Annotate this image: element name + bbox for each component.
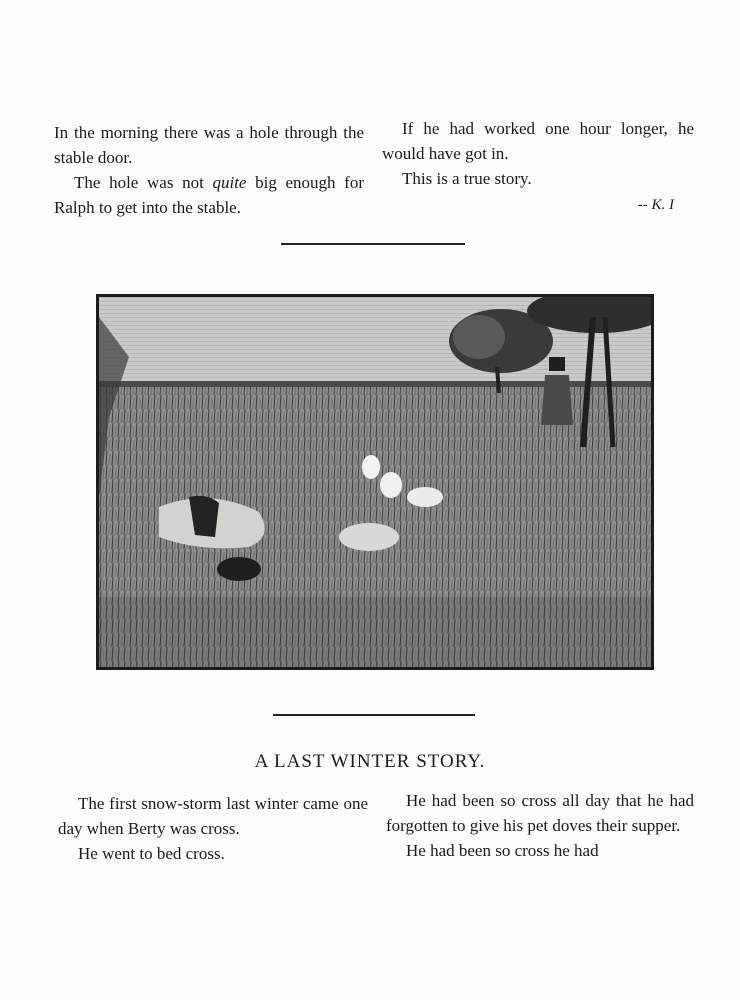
bottom-left-column xyxy=(58,791,368,866)
paragraph: If he had worked one hour longer, he would have got in. xyxy=(382,119,694,163)
paragraph: The first snow-storm last winter came one day when Berty was cross. xyxy=(58,794,368,838)
author-signature: -- K. I xyxy=(637,197,674,213)
paragraph: In the morning there was a hole through the stable door. xyxy=(54,123,364,167)
section-title: A LAST WINTER STORY. xyxy=(254,751,486,772)
divider-rule xyxy=(281,243,465,245)
text-run: The hole was not xyxy=(74,173,213,192)
top-left-column xyxy=(54,120,364,220)
paragraph xyxy=(54,170,364,220)
paragraph: He went to bed cross. xyxy=(78,844,225,863)
paragraph: He had been so cross all day that he had forgotten to give his pet doves their supper. xyxy=(386,791,694,835)
paragraph: He had been so cross he had xyxy=(406,841,599,860)
bottom-right-column xyxy=(386,788,694,863)
illustration-engraving xyxy=(96,294,654,670)
illustration-drawing xyxy=(99,297,651,667)
top-right-column xyxy=(382,116,694,218)
emphasis-text: quite xyxy=(212,173,247,192)
paragraph: This is a true story. xyxy=(402,169,532,188)
text-run: big enough for Ralph to get into the stable. xyxy=(54,173,365,217)
divider-rule xyxy=(273,714,475,716)
